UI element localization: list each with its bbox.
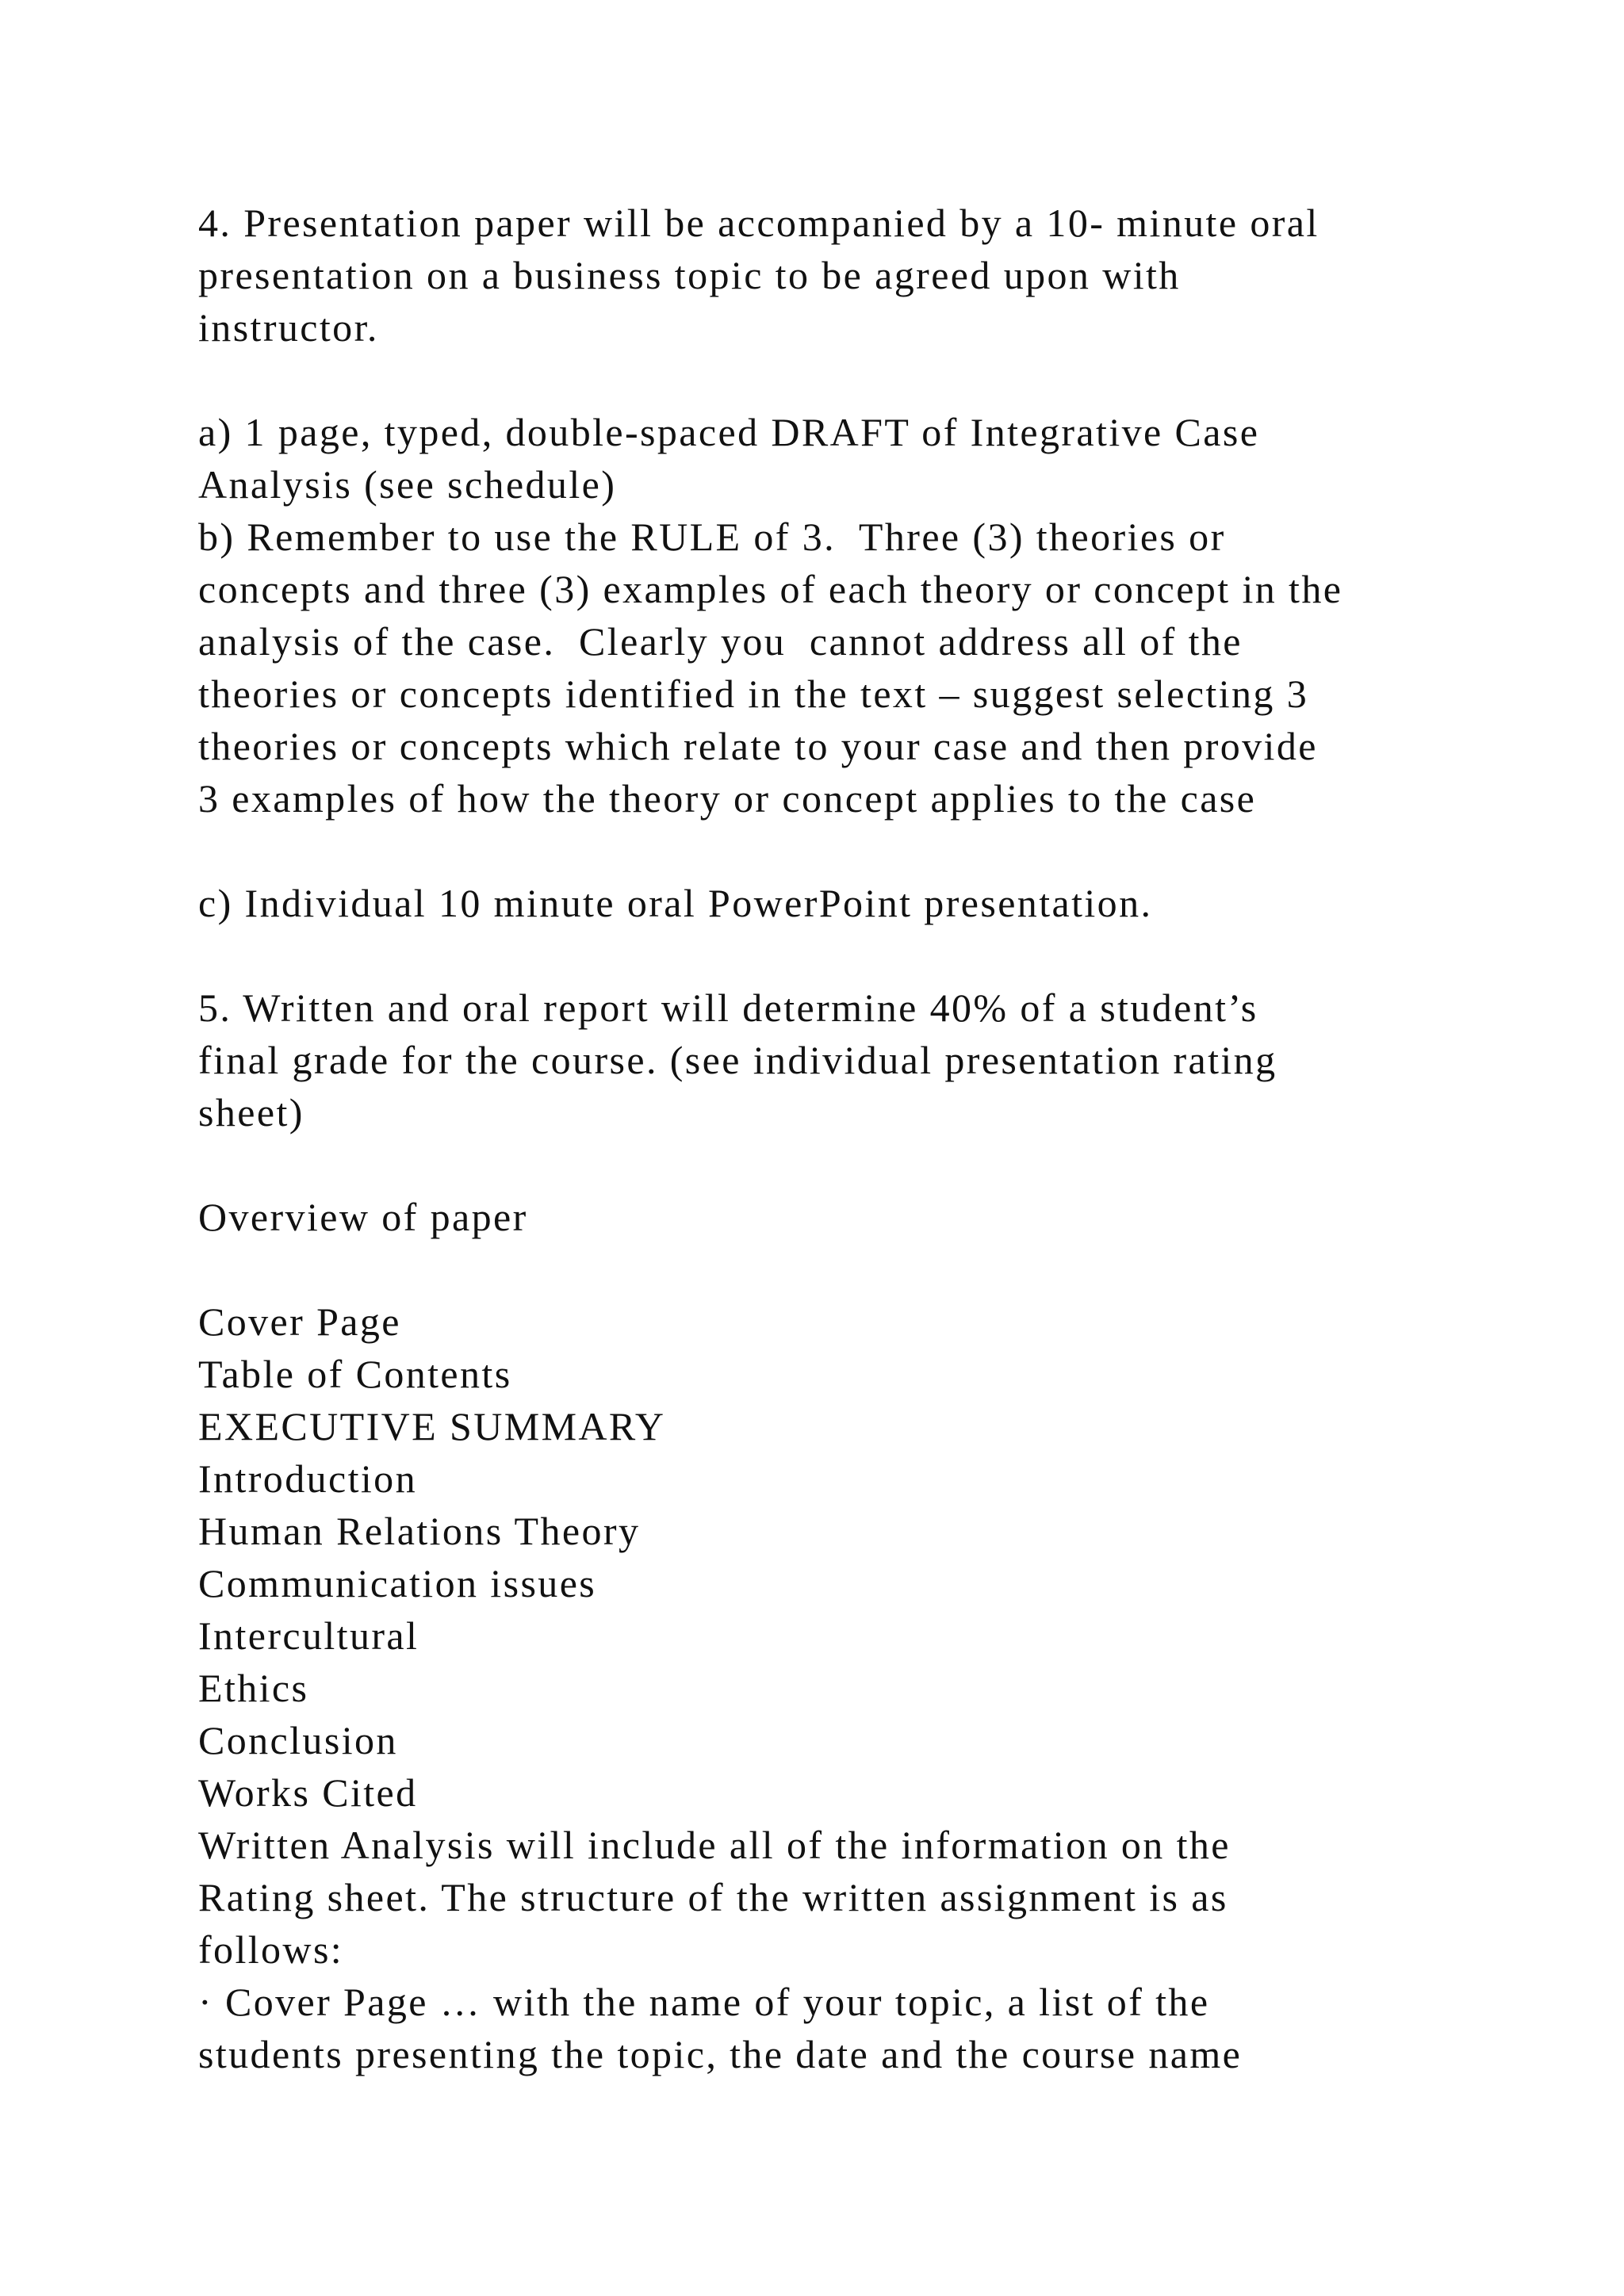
text-line: 4. Presentation paper will be accompanied by a 10- minute oral [198, 201, 1320, 245]
outline-item: Intercultural [198, 1613, 419, 1658]
text-line: follows: [198, 1927, 344, 1972]
text-line: sheet) [198, 1090, 304, 1135]
outline-item: Table of Contents [198, 1352, 512, 1396]
outline-item: EXECUTIVE SUMMARY [198, 1404, 666, 1448]
paragraph-item-c [198, 877, 1467, 929]
text-line: final grade for the course. (see individual presentation rating [198, 1038, 1277, 1082]
text-line: Rating sheet. The structure of the written assignment is as [198, 1875, 1228, 1919]
paragraph-item-b [198, 511, 1467, 825]
outline-item: Communication issues [198, 1561, 597, 1605]
paragraph-gap [198, 825, 1467, 877]
text-line: c) Individual 10 minute oral PowerPoint presentation. [198, 881, 1153, 925]
paragraph-gap [198, 354, 1467, 406]
text-line: presentation on a business topic to be agreed upon with [198, 253, 1181, 297]
outline-item: Introduction [198, 1456, 417, 1501]
text-line: a) 1 page, typed, double-spaced DRAFT of Integrative Case [198, 410, 1260, 454]
outline-item: Cover Page [198, 1299, 401, 1344]
text-line: Analysis (see schedule) [198, 462, 617, 507]
text-line: 5. Written and oral report will determine 40% of a student’s [198, 985, 1258, 1030]
outline-list [198, 1295, 1467, 1819]
text-line: analysis of the case. Clearly you cannot address all of the [198, 619, 1243, 664]
overview-heading: Overview of paper [198, 1195, 528, 1239]
text-line: 3 examples of how the theory or concept applies to the case [198, 776, 1257, 821]
text-line: concepts and three (3) examples of each theory or concept in the [198, 567, 1343, 611]
paragraph-item-5 [198, 982, 1467, 1138]
paragraph-gap [198, 1243, 1467, 1295]
paragraph-item-4 [198, 197, 1467, 354]
outline-item: Works Cited [198, 1770, 418, 1815]
outline-item: Conclusion [198, 1718, 398, 1762]
paragraph-written-analysis [198, 1819, 1467, 1976]
text-line: theories or concepts which relate to your case and then provide [198, 724, 1318, 768]
paragraph-gap [198, 1138, 1467, 1191]
text-line: b) Remember to use the RULE of 3. Three (3) theories or [198, 515, 1226, 559]
paragraph-gap [198, 929, 1467, 982]
document-body [198, 197, 1467, 2080]
paragraph-cover-page-bullet [198, 1976, 1467, 2080]
outline-item: Human Relations Theory [198, 1509, 641, 1553]
paragraph-item-a [198, 406, 1467, 511]
text-line: students presenting the topic, the date and the course name [198, 2032, 1243, 2076]
text-line: instructor. [198, 305, 379, 350]
text-line: theories or concepts identified in the text – suggest selecting 3 [198, 672, 1309, 716]
outline-item: Ethics [198, 1666, 309, 1710]
text-line: Written Analysis will include all of the information on the [198, 1823, 1231, 1867]
text-line: · Cover Page … with the name of your topic, a list of the [198, 1980, 1210, 2024]
